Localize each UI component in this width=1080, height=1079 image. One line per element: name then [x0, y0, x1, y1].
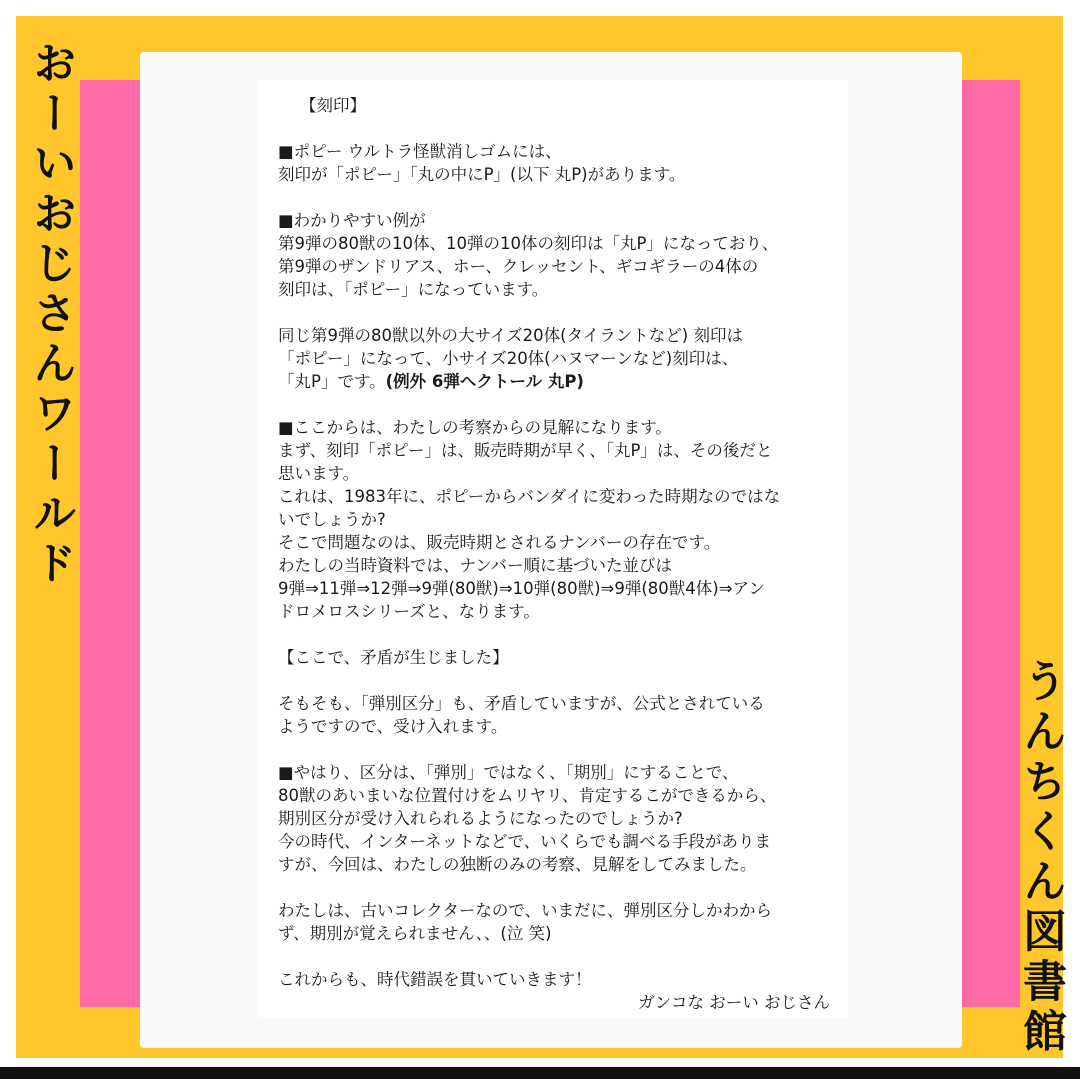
signature: ガンコな おーい おじさん [638, 993, 830, 1012]
left-vertical-title: おーいおじさんワールド [25, 40, 76, 590]
paragraph-closing: これからも、時代錯誤を貫いていきます！ [278, 970, 592, 989]
paragraph-contradiction: 【ここで、矛盾が生じました】 [278, 648, 509, 667]
article-heading: 【刻印】 [300, 96, 366, 115]
paragraph-same-series-text: 同じ第9弾の80獣以外の大サイズ20体(タイラントなど) 刻印は 「ポピー」になって、小サイズ20体(ハヌマーンなど)刻印は、 「丸P」です。 [278, 326, 743, 391]
paragraph-collector: わたしは、古いコレクターなので、いまだに、弾別区分しかわから ず、期別が覚えられません、、(泣 笑) [278, 901, 773, 943]
bottom-bar [0, 1067, 1080, 1079]
paragraph-example: ■わかりやすい例が 第9弾の80獣の10体、10弾の10体の刻印は「丸P」になっており、 第9弾のザンドリアス、ホー、クレッセント、ギコギラーの4体の 刻印は、「ポピー」になっています。 [278, 211, 779, 299]
paragraph-same-series [278, 324, 838, 393]
paragraph-classification: そもそも、「弾別区分」も、矛盾していますが、公式とされている ようですので、受け入れます。 [278, 694, 765, 736]
paragraph-period-division: ■やはり、区分は、「弾別」ではなく、「期別」にすることで、 80獣のあいまいな位置付けをムリヤリ、肯定するこができるから、 期別区分が受け入れられるようになったのでしょうか? 今の時代、インターネットなどで、いくらでも調べる手段がありま すが、今回は、わたしの独断のみの考察、見解をしてみました。 [278, 763, 777, 874]
paragraph-stamp-intro: ■ポピー ウルトラ怪獣消しゴムには、 刻印が「ポピー」「丸の中にP」(以下 丸P)があります。 [278, 142, 686, 184]
article-body [278, 94, 838, 1014]
right-pink-band [956, 80, 1020, 1007]
paragraph-analysis: ■ここからは、わたしの考察からの見解になります。 まず、刻印「ポピー」は、販売時期が早く、「丸P」は、その後だと 思います。 これは、1983年に、ポピーからバンダイに変わった時期なのではな いでしょうか? そこで問題なのは、販売時期とされるナンバーの存在です。 わたしの当時資料では、ナンバー順に基づいた並びは 9弾⇒11弾⇒12弾⇒9弾(80獣)⇒10弾(80獣)⇒9弾(80獣4体)⇒アン ドロメロスシリーズと、なります。 [278, 418, 781, 621]
right-vertical-title: うんちくん図書館 [1015, 658, 1066, 1058]
exception-note: (例外 6弾ヘクトール 丸P) [385, 372, 584, 391]
left-pink-band [80, 80, 144, 1007]
